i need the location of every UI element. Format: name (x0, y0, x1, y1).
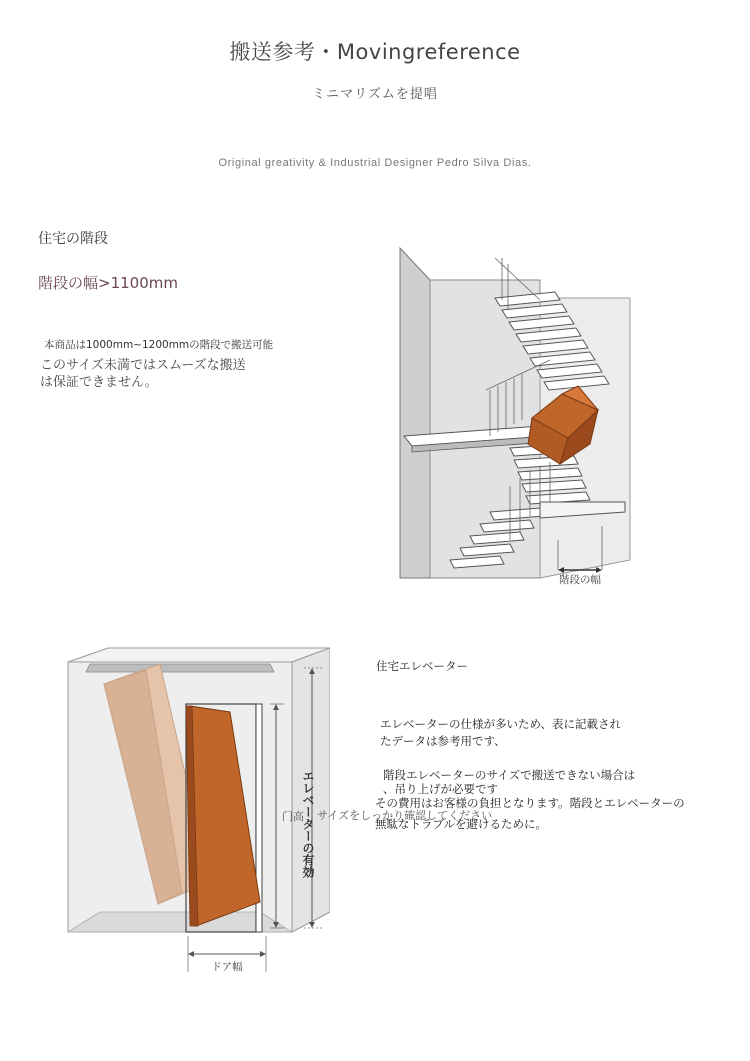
door-height-label: 门高 (282, 810, 304, 823)
stairs-note-line: は保証できません。 (40, 375, 158, 390)
elevator-size-check-note: サイズをしっかり確認してください (317, 809, 493, 822)
elevator-heading: 住宅エレベーター (376, 659, 468, 673)
stairs-width-requirement: 階段の幅>1100mm (38, 274, 178, 292)
elevator-note-line: その費用はお客様の負担となります。階段とエレベーターの (375, 796, 685, 810)
stairs-note-line: このサイズ未満ではスムーズな搬送 (40, 358, 246, 373)
designer-credit: Original greativity & Industrial Designer Pedro Silva Dias. (218, 157, 532, 169)
effective-size-label: エレベーターの有効 (301, 770, 315, 878)
door-width-label: ドア幅 (211, 961, 243, 973)
page-title: 搬送参考・Movingreference (229, 40, 521, 64)
stair-width-label: 階段の幅 (559, 574, 601, 586)
staircase-illustration (390, 240, 640, 600)
elevator-illustration (60, 642, 330, 982)
stairs-heading: 住宅の階段 (38, 231, 108, 247)
elevator-note-line: 無駄なトラブルを避けるために。 (375, 817, 548, 831)
elevator-note-line: たデータは参考用です、 (380, 734, 506, 748)
stairs-note-line: 本商品は1000mm~1200mmの階段で搬送可能 (44, 339, 274, 351)
elevator-note-line: エレベーターの仕様が多いため、表に記載され (380, 717, 622, 731)
elevator-note-line: 、吊り上げが必要です (383, 782, 498, 796)
page-subtitle: ミニマリズムを提唱 (312, 87, 438, 102)
elevator-note-line: 階段エレベーターのサイズで搬送できない場合は (383, 768, 636, 782)
